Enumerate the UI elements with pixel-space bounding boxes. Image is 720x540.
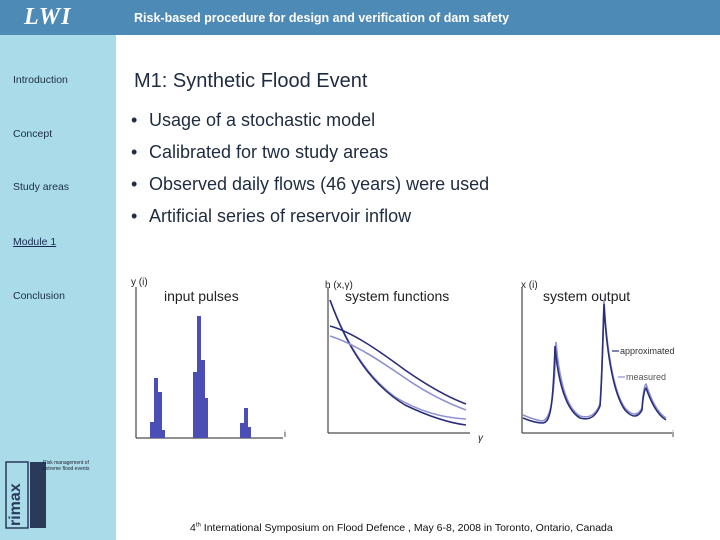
pulse-bar: [248, 427, 251, 438]
panel1-x-label: i: [284, 429, 286, 439]
slide-title: M1: Synthetic Flood Event: [134, 70, 368, 92]
panel3-title: system output: [543, 288, 631, 304]
sidebar-item-concept[interactable]: Concept: [13, 128, 53, 140]
bullet-item: • Calibrated for two study areas: [131, 136, 489, 168]
pulse-bar: [205, 398, 208, 438]
legend-approximated: approximated: [620, 346, 675, 356]
panel3-axis-label: x (i): [521, 280, 538, 291]
presentation-title: Risk-based procedure for design and verification of dam safety: [134, 11, 510, 25]
system-output-panel: [521, 280, 675, 439]
footer-conference: [190, 522, 613, 534]
system-function-curve-dark-upper: [330, 326, 466, 404]
sidebar-item-introduction[interactable]: Introduction: [13, 74, 68, 86]
input-pulses-panel: [131, 277, 286, 439]
lwi-logo: LWI: [24, 4, 72, 30]
sidebar-item-study-areas[interactable]: Study areas: [13, 181, 70, 193]
pulse-bar: [244, 408, 248, 438]
system-functions-panel: [325, 280, 484, 444]
pulse-bar: [193, 372, 197, 438]
footer-ordinal: 4: [190, 522, 196, 534]
panel2-axis-label: h (x,γ): [325, 280, 353, 291]
panel1-title: input pulses: [164, 288, 239, 304]
pulse-bar: [150, 422, 154, 438]
panel1-axis-label: y (i): [131, 277, 148, 288]
bullet-item: • Observed daily flows (46 years) were used: [131, 168, 489, 200]
pulse-bar: [201, 360, 205, 438]
panel2-title: system functions: [345, 288, 450, 304]
panel2-x-label: γ: [478, 433, 483, 444]
sidebar-item-module-1[interactable]: Module 1: [13, 236, 57, 248]
measured-output-curve: [523, 300, 666, 421]
footer-ordinal-suffix: th: [195, 522, 201, 529]
pulse-bars: [150, 316, 251, 438]
pulse-bar: [240, 423, 244, 438]
bullet-item: • Artificial series of reservoir inflow: [131, 200, 489, 232]
legend-measured: measured: [626, 372, 667, 382]
rimax-wordmark: rimax: [7, 483, 24, 526]
pulse-bar: [158, 392, 162, 438]
bullet-item: • Usage of a stochastic model: [131, 104, 489, 136]
footer-text: International Symposium on Flood Defence , May 6-8, 2008 in Toronto, Ontario, Canada: [200, 522, 613, 534]
pulse-bar: [197, 316, 201, 438]
pulse-bar: [162, 430, 165, 438]
panel3-x-label: i: [672, 429, 674, 439]
sidebar-item-conclusion[interactable]: Conclusion: [13, 290, 65, 302]
approximated-output-curve: [523, 304, 666, 423]
pulse-bar: [154, 378, 158, 438]
system-function-curve-dark-lower: [330, 300, 466, 425]
rimax-tagline: Risk management of extreme flood events: [43, 460, 90, 472]
